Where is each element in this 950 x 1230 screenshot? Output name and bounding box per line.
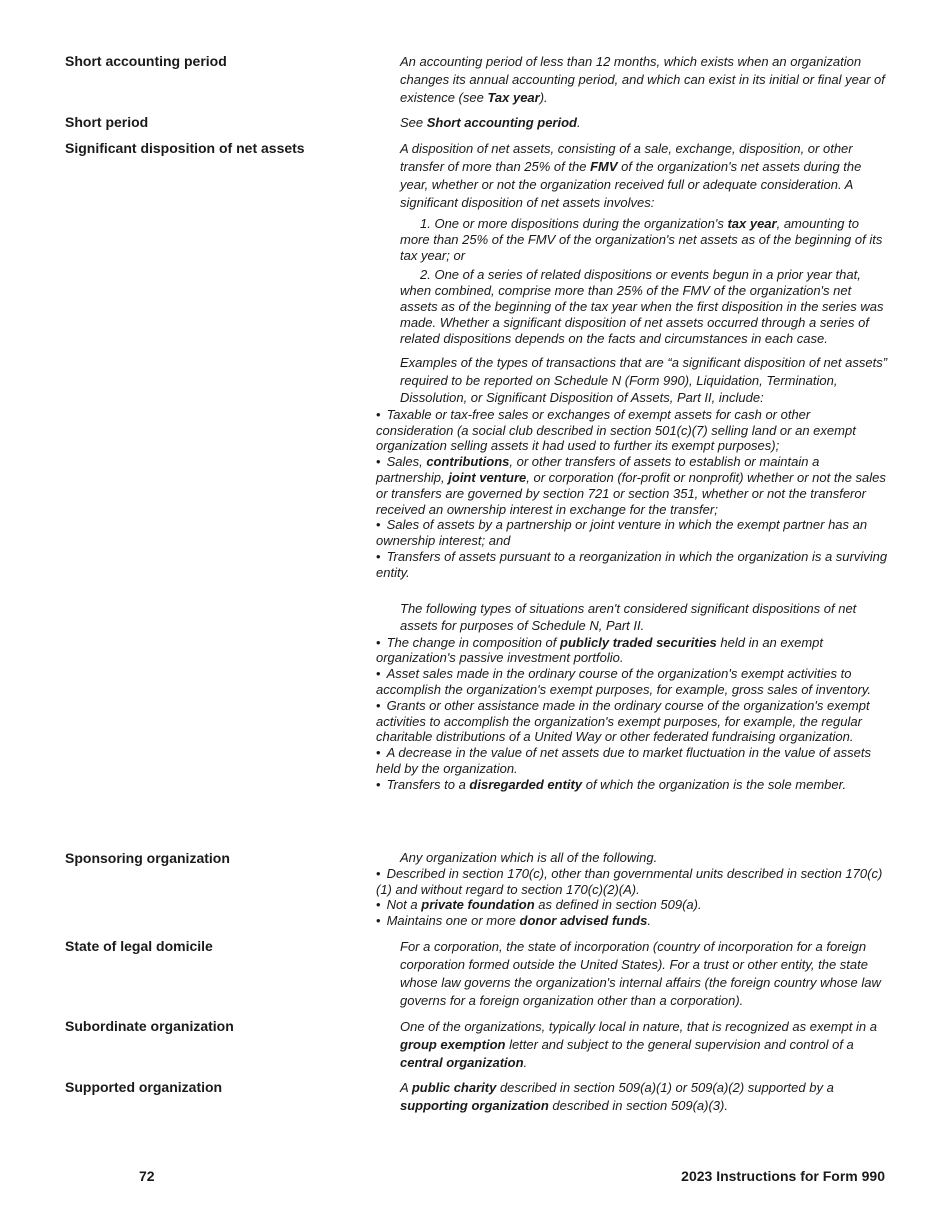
list-item: • Taxable or tax-free sales or exchanges of exempt assets for cash or other consideration (a social club described in section 501(c)(7) selling land or an exempt organization selling assets it had used to further its exempt purposes);	[376, 406, 856, 454]
term-supported-organization: Supported organization	[65, 1079, 223, 1095]
list-item: • Transfers to a disregarded entity of which the organization is the sole member.	[376, 776, 847, 792]
sig-disp-item-1: 1. One or more dispositions during the organization's tax year, amounting to more than 25% of the FMV of the organization's net assets as of the beginning of its tax year; or	[400, 216, 883, 263]
def-short-accounting-period: An accounting period of less than 12 months, which exists when an organization changes its annual accounting period, and which can exist in its initial or final year of existence (see Tax year).	[400, 54, 885, 105]
def-subordinate-organization: One of the organizations, typically local in nature, that is recognized as exempt in a group exemption letter and subject to the general supervision and control of a central organization.	[400, 1019, 877, 1070]
link-tax-year: Tax year	[487, 90, 540, 105]
def-state-of-legal-domicile: For a corporation, the state of incorporation (country of incorporation for a foreign corporation formed outside the United States). For a trust or other entity, the state whose law governs the organization's internal affairs (the foreign country whose law governs for a foreign organization other than a corporation).	[400, 939, 881, 1008]
def-short-period: See Short accounting period.	[400, 115, 581, 130]
sig-disp-intro: A disposition of net assets, consisting of a sale, exchange, disposition, or other transfer of more than 25% of the FMV of the organization's net assets during the year, whether or not the organization received full or adequate consideration. A significant disposition of net assets involves:	[400, 141, 862, 210]
term-sponsoring-organization: Sponsoring organization	[65, 850, 230, 866]
document-title: 2023 Instructions for Form 990	[681, 1168, 885, 1184]
term-short-accounting-period: Short accounting period	[65, 53, 227, 69]
term-short-period: Short period	[65, 114, 149, 130]
list-item: • A decrease in the value of net assets due to market fluctuation in the value of assets held by the organization.	[376, 745, 871, 777]
list-item: • Maintains one or more donor advised funds.	[376, 913, 651, 929]
list-item: • The change in composition of publicly traded securities held in an exempt organization's passive investment portfolio.	[376, 634, 824, 666]
term-subordinate-organization: Subordinate organization	[65, 1018, 234, 1034]
def-sponsoring-organization: Any organization which is all of the following. • Described in section 170(c), other than governmental units described in section 170(c)(1) and without regard to section 170(c)(2)(A). • Not a private foundation as defined in section 509(a). • Maintains one or more donor advised funds.	[376, 850, 888, 929]
list-item: • Not a private foundation as defined in section 509(a).	[376, 897, 702, 913]
page-number: 72	[139, 1168, 155, 1184]
sig-disp-item-2: 2. One of a series of related dispositions or events begun in a prior year that, when combined, comprise more than 25% of the FMV of the organization's net assets as of the beginning of the tax year when the first disposition in the series was made. Whether a significant disposition of net assets occurred through a series of related dispositions depends on the facts and circumstances in each case.	[400, 267, 884, 346]
sig-disp-not-intro: The following types of situations aren't considered significant dispositions of net assets for purposes of Schedule N, Part II.	[400, 600, 857, 634]
list-item: • Grants or other assistance made in the ordinary course of the organization's exempt activities to accomplish the organization's exempt purposes, for example, the regular charitable distributions of a United Way or other federated fundraising organization.	[376, 697, 870, 745]
list-item: • Asset sales made in the ordinary course of the organization's exempt activities to accomplish the organization's exempt purposes, for example, gross sales of inventory.	[376, 666, 872, 698]
def-supported-organization: A public charity described in section 509(a)(1) or 509(a)(2) supported by a supporting organization described in section 509(a)(3).	[400, 1080, 834, 1113]
list-item: • Transfers of assets pursuant to a reorganization in which the organization is a surviving entity.	[376, 549, 888, 580]
list-item: • Sales, contributions, or other transfers of assets to establish or maintain a partnership, joint venture, or corporation (for-profit or nonprofit) whether or not the sales or transfers are governed by section 721 or section 351, whether or not the transferor received an ownership interest in exchange for the transfer;	[376, 454, 886, 517]
term-significant-disposition: Significant disposition of net assets	[65, 140, 305, 156]
def-significant-disposition	[376, 140, 888, 793]
term-state-of-legal-domicile: State of legal domicile	[65, 938, 213, 954]
sig-disp-examples-intro: Examples of the types of transactions that are “a significant disposition of net assets” required to be reported on Schedule N (Form 990), Liquidation, Termination, Dissolution, or Significant Disposition of Assets, Part II, include:	[400, 355, 888, 406]
list-item: • Described in section 170(c), other than governmental units described in section 170(c)(1) and without regard to section 170(c)(2)(A).	[376, 865, 883, 897]
list-item: • Sales of assets by a partnership or joint venture in which the exempt partner has an ownership interest; and	[376, 517, 868, 549]
